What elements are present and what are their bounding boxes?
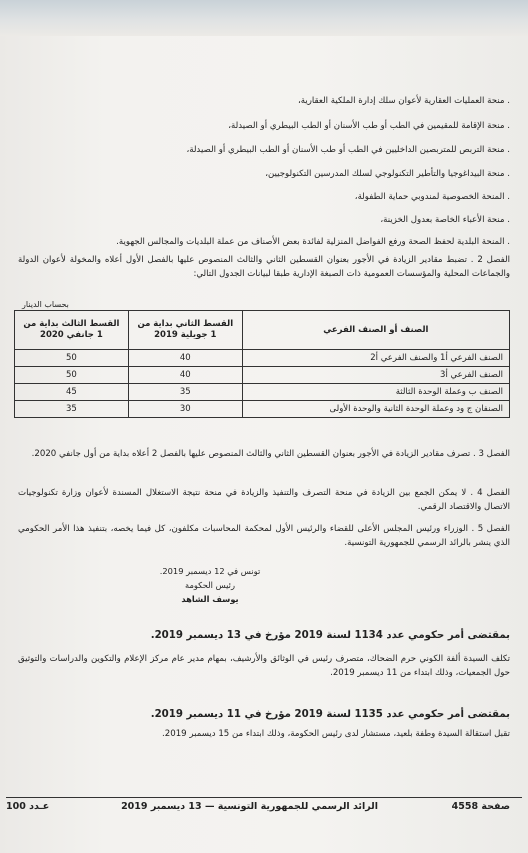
signature-title: رئيس الحكومة: [185, 580, 235, 590]
table-header-row: [15, 311, 510, 350]
decree-1134-heading: بمقتضى أمر حكومي عدد 1134 لسنة 2019 مؤرخ في 13 ديسمبر 2019.: [150, 630, 510, 641]
table-cell: 40: [128, 350, 242, 367]
chapter-5-paragraph: الفصل 5 . الوزراء ورئيس المجلس الأعلى للقضاء والرئيس الأول لمحكمة المحاسبات مكلفون، كل فيما يخصه، بتنفيذ هذا الأمر الحكومي الذي ينشر بالرائد الرسمي للجمهورية التونسية.: [18, 524, 510, 548]
table-cell: الصنف الفرعي أ3: [242, 367, 509, 384]
list-item: . المنحة البلدية لحفظ الصحة ورفع الفواضل المنزلية لفائدة بعض الأصناف من عملة البلديات والمجالس الجهوية.: [116, 237, 510, 247]
decree-1135-heading: بمقتضى أمر حكومي عدد 1135 لسنة 2019 مؤرخ في 11 ديسمبر 2019.: [150, 709, 510, 720]
list-item: . المنحة الخصوصية لمندوبي حماية الطفولة،: [354, 192, 510, 202]
table-cell: الصنف الفرعي أ1 والصنف الفرعي أ2: [242, 350, 509, 367]
footer-journal-title: الرائد الرسمي للجمهورية التونسية — 13 ديسمبر 2019: [121, 801, 378, 812]
chapter-3-paragraph: الفصل 3 . تصرف مقادير الزيادة في الأجور بعنوان القسطين الثاني والثالث المنصوص عليها بالفصل 2 أعلاه بداية من أول جانفي 2020.: [31, 449, 510, 459]
decree-1134-text: تكلف السيدة ألفة الكوني حرم الضحاك، متصرف رئيس في الوثائق والأرشيف، بمهام مدير عام مركز الإعلام والتكوين والدراسات والتوثيق حول الجمعيات، وذلك ابتداء من 11 ديسمبر 2019.: [18, 654, 510, 678]
list-item: . منحة التربص للمتربصين الداخليين في الطب أو طب الأسنان أو الطب البيطري أو الصيدلة،: [186, 145, 510, 155]
table-cell: 35: [128, 384, 242, 401]
table-row: [15, 401, 510, 418]
column-header-category: الصنف أو الصنف الفرعي: [242, 311, 509, 350]
column-header-third-installment: القسط الثالث بداية من 1 جانفي 2020: [15, 311, 129, 350]
footer-rule: [6, 797, 522, 798]
table-row: [15, 350, 510, 367]
table-cell: 35: [15, 401, 129, 418]
table-cell: 50: [15, 367, 129, 384]
list-item: . منحة العمليات العقارية لأعوان سلك إدارة الملكية العقارية،: [298, 96, 510, 106]
decree-1135-text: تقبل استقالة السيدة وطفة بلعيد، مستشار لدى رئيس الحكومة، وذلك ابتداء من 15 ديسمبر 2019.: [162, 729, 510, 739]
page-fold-shadow: [0, 0, 528, 36]
list-item: . منحة الأعباء الخاصة بعدول الخزينة،: [380, 215, 510, 225]
signature-date: تونس في 12 ديسمبر 2019.: [159, 566, 261, 576]
table-row: [15, 384, 510, 401]
chapter-2-paragraph: الفصل 2 . تضبط مقادير الزيادة في الأجور بعنوان القسطين الثاني والثالث المنصوص عليها بالفصل الأول أعلاه والمخولة لأعوان الدولة والجماعات المحلية والمؤسسات العمومية ذات الصبغة الإدارية طبقا لبيانات الجدول التالي:: [18, 255, 510, 279]
table-cell: 50: [15, 350, 129, 367]
column-header-second-installment: القسط الثاني بداية من 1 جويلية 2019: [128, 311, 242, 350]
chapter-4-paragraph: الفصل 4 . لا يمكن الجمع بين الزيادة في منحة التصرف والتنفيذ والزيادة في منحة نتيجة الاستغلال المسندة لأعوان وزارة تكنولوجيات الاتصال والاقتصاد الرقمي.: [18, 488, 510, 512]
signature-name: يوسف الشاهد: [181, 594, 239, 604]
table-cell: 40: [128, 367, 242, 384]
salary-increase-table: [14, 310, 510, 418]
table-cell: 45: [15, 384, 129, 401]
footer-issue-number: عـدد 100: [6, 801, 50, 812]
table-cell: الصنفان ج ود وعملة الوحدة الثانية والوحدة الأولى: [242, 401, 509, 418]
table-cell: 30: [128, 401, 242, 418]
table-row: [15, 367, 510, 384]
list-item: . منحة الإقامة للمقيمين في الطب أو طب الأسنان أو الطب البيطري أو الصيدلة،: [228, 121, 510, 131]
list-item: . منحة البيداغوجيا والتأطير التكنولوجي لسلك المدرسين التكنولوجيين،: [265, 169, 510, 179]
footer-page-number: صفحة 4558: [451, 801, 510, 812]
currency-note: بحساب الدينار: [22, 300, 69, 309]
table-cell: الصنف ب وعملة الوحدة الثالثة: [242, 384, 509, 401]
